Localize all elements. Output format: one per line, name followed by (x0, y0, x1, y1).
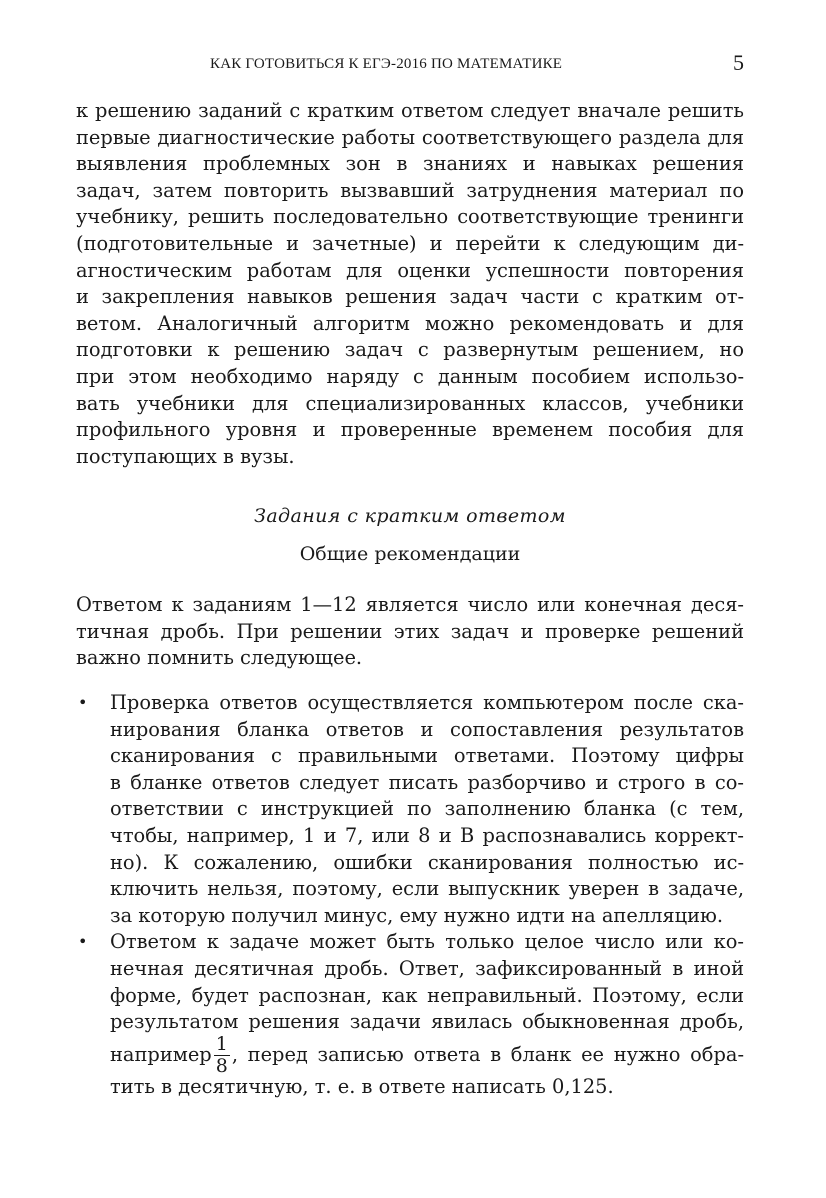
text-line: (подготовительные и зачетные) и перейти к следующим ди- (76, 231, 744, 255)
text-line: при этом необходимо наряду с данным пособием использо- (76, 364, 744, 388)
fraction-denominator: 8 (215, 1055, 228, 1078)
section-title: Задания с кратким ответом (254, 505, 566, 527)
text-line: первые диагностические работы соответствующего раздела для (76, 125, 744, 149)
text-line: но). К сожалению, ошибки сканирования полностью ис- (110, 850, 744, 874)
fraction-numerator: 1 (215, 1033, 228, 1056)
text-line: тичная дробь. При решении этих задач и проверке решений (76, 619, 744, 643)
text-line: поступающих в вузы. (76, 444, 295, 468)
bullet-item (76, 690, 744, 929)
text-line: профильного уровня и проверенные временем пособия для (76, 418, 744, 442)
text-line: Ответом к задаче может быть только целое число или ко- (110, 930, 744, 954)
answer-paragraph (76, 592, 744, 672)
text-line: агностическим работам для оценки успешности повторения (76, 258, 744, 282)
bullet-list (76, 690, 744, 1100)
text-line: за которую получил минус, ему нужно идти на апелляцию. (110, 903, 724, 927)
subsection-title: Общие рекомендации (299, 543, 521, 565)
page-number: 5 (733, 50, 744, 75)
text-line: форме, будет распознан, как неправильный. Поэтому, если (110, 983, 744, 1007)
text-line: подготовки к решению задач с развернутым решением, но (76, 338, 744, 362)
text-line: к решению заданий с кратким ответом следует вначале решить (76, 99, 744, 122)
intro-paragraph (76, 98, 744, 470)
running-title: КАК ГОТОВИТЬСЯ К ЕГЭ-2016 ПО МАТЕМАТИКЕ (210, 56, 563, 72)
text-line: нирования бланка ответов и сопоставления результатов (110, 717, 744, 741)
text-line: сканирования с правильными ответами. Поэтому цифры (110, 744, 744, 768)
text-line: Ответом к заданиям 1—12 является число или конечная деся- (76, 593, 744, 616)
text-line: учебнику, решить последовательно соответствующие тренинги (76, 205, 744, 229)
text-line: Проверка ответов осуществляется компьютером после ска- (110, 691, 744, 714)
text-line: ключить нельзя, поэтому, если выпускник уверен в задаче, (110, 877, 744, 901)
text-line: ветом. Аналогичный алгоритм можно рекомендовать и для (76, 311, 744, 335)
text-line: тить в десятичную, т. е. в ответе написать 0,125. (110, 1074, 614, 1098)
text-line: вать учебники для специализированных классов, учебники (76, 391, 744, 415)
running-header (76, 50, 744, 80)
text-line: в бланке ответов следует писать разборчиво и строго в со- (110, 770, 744, 794)
fraction-one-eighth (214, 1034, 230, 1077)
text-segment: , перед записью ответа в бланк ее нужно обра- (231, 1043, 744, 1067)
bullet-item (76, 929, 744, 1100)
text-line: и закрепления навыков решения задач части с кратким от- (76, 285, 744, 309)
text-line: результатом решения задачи явилась обыкновенная дробь, (110, 1010, 744, 1034)
text-line: задач, затем повторить вызвавший затруднения материал по (76, 178, 744, 202)
fraction-line (110, 1032, 744, 1080)
text-line: важно помнить следующее. (76, 646, 363, 670)
bullet-marker: • (78, 932, 88, 952)
text-segment: например (110, 1043, 212, 1067)
text-line: ответствии с инструкцией по заполнению бланка (с тем, (110, 797, 744, 821)
bullet-marker: • (78, 693, 88, 712)
text-line: чтобы, например, 1 и 7, или 8 и В распознавались коррект- (110, 823, 744, 847)
text-line: нечная десятичная дробь. Ответ, зафиксированный в иной (110, 956, 744, 980)
text-line: выявления проблемных зон в знаниях и навыках решения (76, 152, 744, 176)
